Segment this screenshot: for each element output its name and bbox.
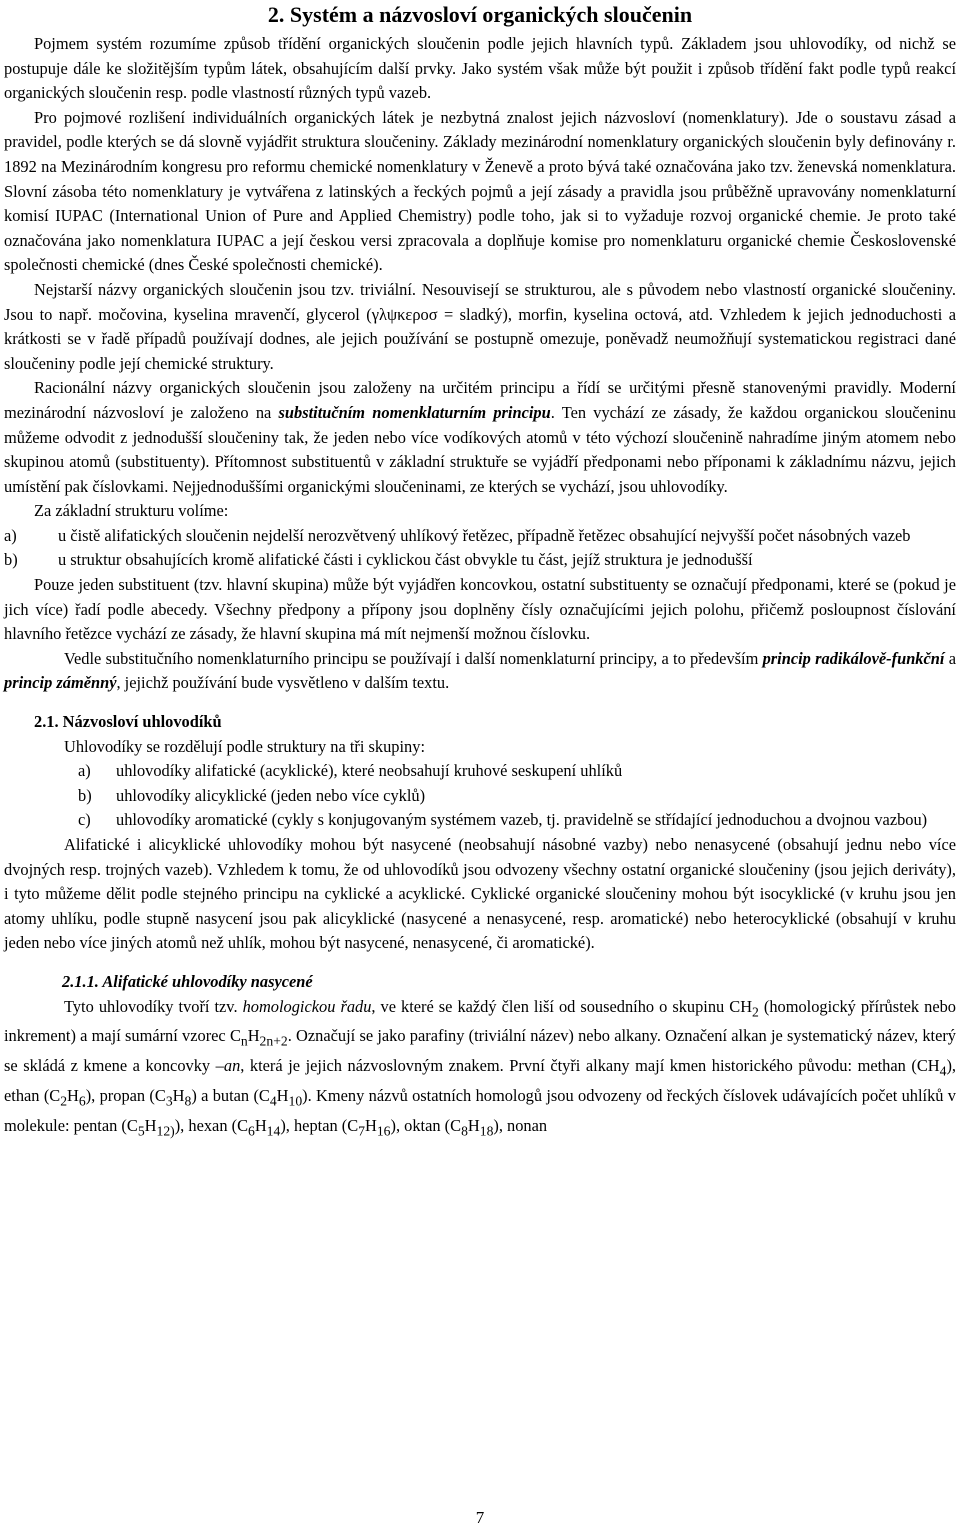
list-marker: b)	[4, 550, 18, 570]
paragraph-nomenclature: Pro pojmové rozlišení individuálních organických látek je nezbytná znalost jejich názvosloví (nomenklatury). Jde o soustavu zásad a pravidel, podle kterých se dá slovně vyjádřit struktura sloučeniny. Základy mezinárodní nomenklatury organických sloučenin byly definovány r. 1892 na Mezinárodním kongresu pro reformu chemické nomenklatury v Ženevě a proto bývá také označována jako tzv. ženevská nomenklatura. Slovní zásoba této nomenklatury je vytvářena z latinských a řeckých pojmů a její zásady a pravidla jsou průběžně upravovány nomenklaturní komisí IUPAC (International Union of Pure and Applied Chemistry) podle toho, jak si to vyžaduje rozvoj organické chemie. Je proto také označována jako nomenklatura IUPAC a její českou versi zpracovala a doplňuje komise pro nomenklaturu organické chemie Československé společnosti chemické (dnes České společnosti chemické).	[4, 107, 956, 275]
subscript: 6	[248, 1123, 255, 1139]
paragraph-intro: Pojmem systém rozumíme způsob třídění organických sloučenin podle jejich hlavních typů. Základem jsou uhlovodíky, od nichž se postupuje dále ke složitějším typům látek, obsahujícím další prvky. Jako systém však může být použit i způsob třídění fakt podle typů reakcí organických sloučenin resp. podle vlastností různých typů vazeb.	[4, 34, 956, 103]
paragraph-rational-names	[4, 376, 956, 499]
paragraph-alkanes	[4, 995, 956, 1144]
list-item	[4, 784, 956, 809]
list-marker: a)	[78, 761, 91, 781]
list-item-text: u čistě alifatických sloučenin nejdelší nerozvětvený uhlíkový řetězec, případně řetězec obsahující nejvyšší počet násobných vazeb	[58, 525, 911, 545]
subscript: 16	[376, 1123, 391, 1139]
text-run: H	[144, 1116, 157, 1136]
basic-structure-list	[4, 524, 956, 573]
subscript: 10	[288, 1093, 303, 1109]
list-item	[4, 524, 956, 549]
paragraph-basic-structure: Za základní strukturu volíme:	[34, 501, 229, 521]
text-run: H	[247, 1026, 260, 1046]
paragraph-trivial-names: Nejstarší názvy organických sloučenin jsou tzv. triviální. Nesouvisejí se strukturou, ale s původem nebo vlastností organické sloučeniny. Jsou to např. močovina, kyselina mravenčí, glycerol (γλψκεροσ = sladký), morfin, kyselina octová, atd. Vzhledem k jejich jednoduchosti a krátkosti se v řadě případů používají dodnes, ale jejich používání se postupně omezuje, poněvadž neumožňují systematickou registraci dané sloučeniny podle její chemické struktury.	[4, 279, 956, 373]
list-marker: a)	[4, 525, 17, 545]
text-run: ). Kmeny názvů ostatních homologů jsou odvozeny od řeckých číslovek udávajících počet uhlíků v molekule: pentan (C	[4, 1086, 957, 1136]
list-marker: c)	[78, 810, 91, 830]
subscript: 8	[184, 1093, 192, 1109]
document-page	[4, 0, 956, 1144]
text-run: H	[254, 1116, 267, 1136]
text-run: ), nonan	[493, 1116, 548, 1136]
subscript: 2	[60, 1093, 68, 1109]
subscript: 7	[358, 1123, 365, 1139]
subscript: 12)	[156, 1123, 175, 1139]
subscript: 2n+2	[259, 1033, 288, 1049]
text-run: H	[67, 1086, 79, 1106]
text-run: H	[467, 1116, 480, 1136]
page-number: 7	[475, 1508, 485, 1527]
subscript: 14	[266, 1123, 281, 1139]
subscript: 2	[752, 1003, 759, 1019]
section-heading-2-1-1: 2.1.1. Alifatické uhlovodíky nasycené	[62, 971, 313, 991]
text-run: H	[172, 1086, 185, 1106]
emphasis-substitution-principle: substitučním nomenklaturním principu	[278, 402, 551, 422]
text-run: Racionální názvy organických sloučenin jsou založeny na určitém principu a řídí se určitými přesně stanovenými pravidly. Moderní mezinárodní názvosloví je založeno na	[4, 378, 956, 422]
emphasis-homologous-series: homologickou řadu	[242, 996, 372, 1016]
subscript: 5	[137, 1123, 145, 1139]
subscript: n	[240, 1033, 248, 1049]
subscript: 6	[78, 1093, 86, 1109]
list-item	[4, 808, 956, 833]
text-run: (homologický přírůstek nebo inkrement) a mají sumární vzorec C	[4, 996, 956, 1046]
subscript: 4	[269, 1093, 277, 1109]
subscript: 3	[165, 1093, 173, 1109]
text-run: , jejichž používání bude vysvětleno v dalším textu.	[116, 673, 450, 693]
list-marker: b)	[78, 785, 92, 805]
text-run: ), ethan (C	[4, 1056, 956, 1106]
page-title: 2. Systém a názvosloví organických sloučenin	[267, 2, 693, 27]
list-item	[4, 548, 956, 573]
text-run: . Ten vychází ze zásady, že každou organickou sloučeninu můžeme odvodit z jednodušší sloučeniny tak, že jeden nebo více vodíkových atomů v této výchozí sloučenině nahradíme jiným atomem nebo skupinou atomů (substituenty). Přítomnost substituentů v základní struktuře se vyjádří předponami nebo příponami k základnímu názvu, jejich umístění pak číslovkami. Nejjednoduššími organickými sloučeninami, ze kterých se vychází, jsou uhlovodíky.	[4, 402, 956, 496]
list-item-text: uhlovodíky alicyklické (jeden nebo více cyklů)	[116, 785, 426, 805]
subscript: 4	[939, 1063, 947, 1079]
paragraph-hydrocarbon-groups: Uhlovodíky se rozdělují podle struktury na tři skupiny:	[64, 736, 426, 756]
emphasis-suffix-an: –an	[215, 1056, 241, 1076]
list-item-text: uhlovodíky aromatické (cykly s konjugovaným systémem vazeb, tj. pravidelně se střídající jednoduchou a dvojnou vazbou)	[116, 810, 928, 830]
list-item-text: u struktur obsahujících kromě alifatické části i cyklickou část obvykle tu část, jejíž struktura je jednodušší	[58, 550, 753, 570]
subscript: 18	[479, 1123, 494, 1139]
text-run: ) a butan (C	[191, 1086, 270, 1106]
section-heading-2-1: 2.1. Názvosloví uhlovodíků	[34, 712, 222, 732]
paragraph-saturation: Alifatické i alicyklické uhlovodíky mohou být nasycené (neobsahují násobné vazby) nebo nenasycené (obsahují jednu nebo více dvojných resp. trojných vazeb). Vzhledem k tomu, že od uhlovodíků jsou odvozeny všechny ostatní organické sloučeniny (jsou jejich deriváty), i tyto můžeme dělit podle stejného principu na cyklické a acyklické. Cyklické organické sloučeniny mohou být isocyklické (v kruhu jsou jen atomy uhlíku, podle stupně nasycení jsou pak alicyklické (nasycené a nenasycené, resp. aromatické) nebo heterocyklické (obsahují v kruhu jeden nebo více jiných atomů než uhlík, mohou být nasycené, nenasycené, či aromatické).	[4, 835, 956, 953]
text-run: , která je jejich názvoslovným znakem. První čtyři alkany mají kmen historického původu: methan (CH	[240, 1056, 940, 1076]
text-run: ), hexan (C	[174, 1116, 248, 1136]
emphasis-replacement: princip záměnný	[4, 673, 117, 693]
paragraph-other-principles	[4, 647, 956, 696]
list-item	[4, 759, 956, 784]
text-run: ), heptan (C	[280, 1116, 359, 1136]
emphasis-radical-functional: princip radikálově-funkční	[762, 648, 945, 668]
text-run: H	[365, 1116, 377, 1136]
list-item-text: uhlovodíky alifatické (acyklické), které neobsahují kruhové seskupení uhlíků	[116, 761, 623, 781]
text-run: ), propan (C	[85, 1086, 166, 1106]
text-run: Vedle substitučního nomenklaturního principu se používají i další nomenklaturní principy, a to především	[64, 648, 763, 668]
text-run: Tyto uhlovodíky tvoří tzv.	[64, 996, 243, 1016]
subscript: 8	[461, 1123, 468, 1139]
paragraph-substituents: Pouze jeden substituent (tzv. hlavní skupina) může být vyjádřen koncovkou, ostatní substituenty se označují předponami, které se (pokud je jich více) řadí podle abecedy. Všechny předpony a přípony jsou doplněny čísly označujícími jejich polohu, přičemž posloupnost číslování hlavního řetězce vychází ze zásady, že hlavní skupina má mít nejmenší možnou číslovku.	[4, 575, 956, 644]
text-run: a	[944, 648, 957, 668]
text-run: , ve které se každý člen liší od sousedního o skupinu CH	[371, 996, 753, 1016]
hydrocarbon-groups-list	[4, 759, 956, 833]
text-run: H	[276, 1086, 289, 1106]
text-run: ), oktan (C	[390, 1116, 462, 1136]
text-run: . Označují se jako parafiny (triviální název) nebo alkany. Označení alkan je systematický název, který se skládá z kmene a koncovky	[4, 1026, 956, 1076]
